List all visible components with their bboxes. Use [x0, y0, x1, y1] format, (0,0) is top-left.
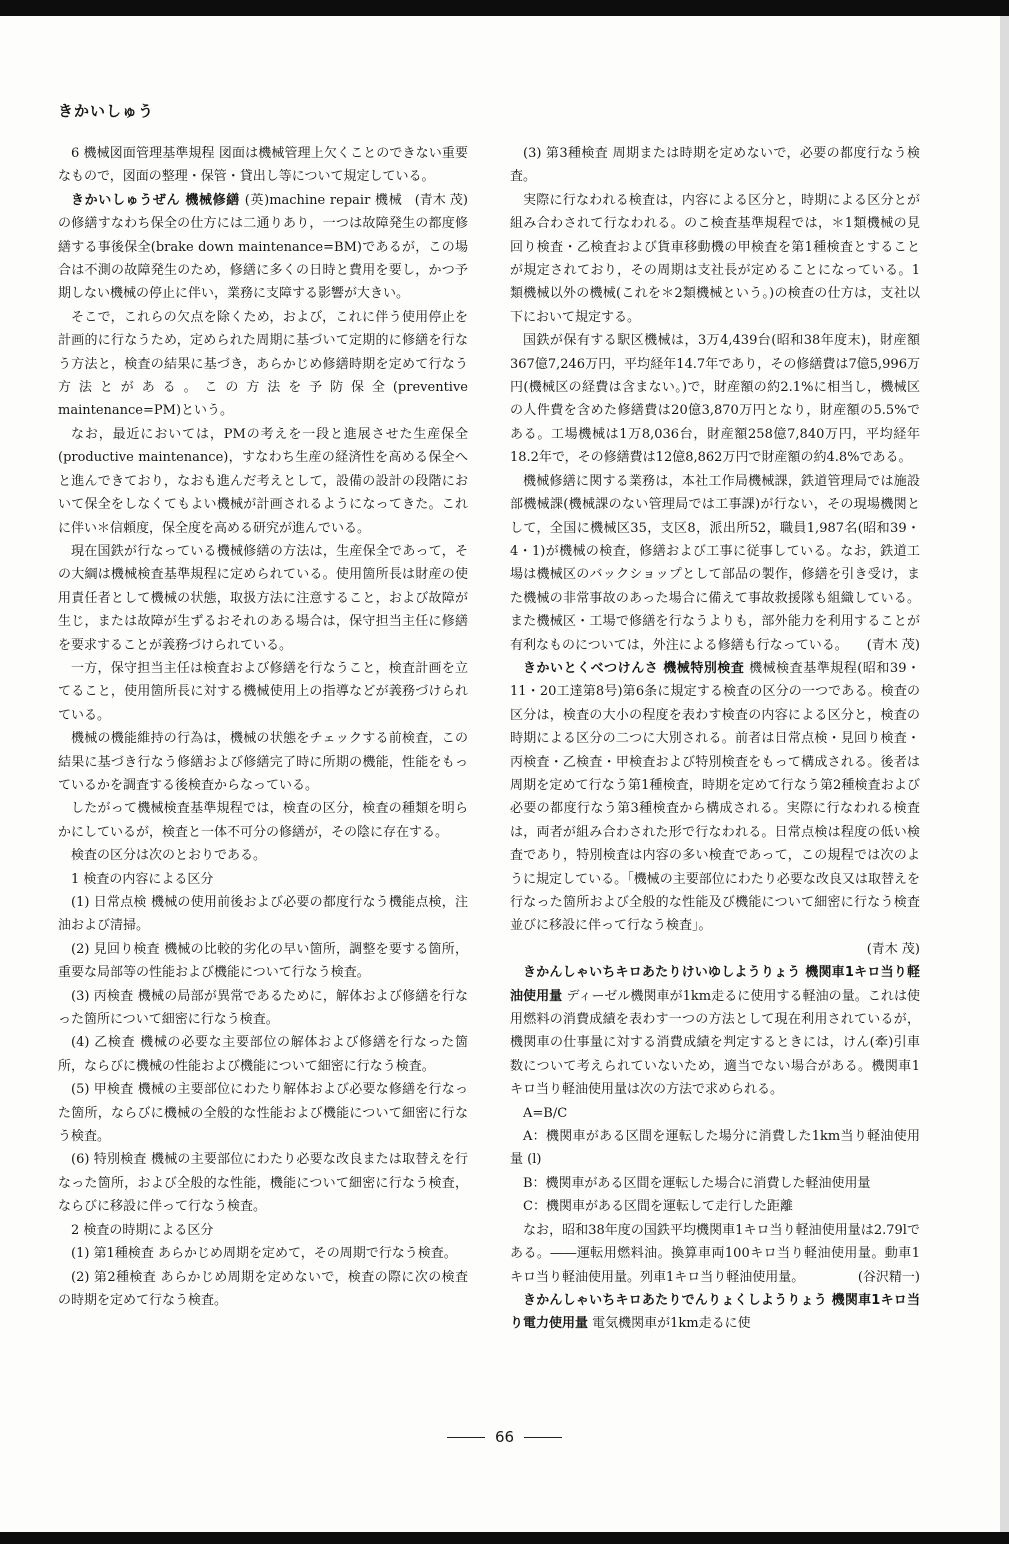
paragraph-text: (1) 日常点検 機械の使用前後および必要の都度行なう機能点検，注油および清掃。 [58, 895, 468, 934]
paragraph-text: 実際に行なわれる検査は，内容による区分と，時期による区分とが組み合わされて行なわれる。のこ検査基準規程では，＊1類機械の見回り検査・乙検査および貨車移動機の甲検査を第1種検査とすることが規定されており，その周期は支社長が定めることになっている。1類機械以外の機械(これを＊2類機械という。)の検査の仕方は，支社以下において規定する。 [510, 192, 920, 325]
entry-headword: きかんしゃいちキロあたりけいゆしようりょう 機関車1キロ当り軽油使用量 [510, 965, 920, 1004]
paragraph-text: 検査の区分は次のとおりである。 [71, 848, 267, 864]
paragraph-text: ディーゼル機関車が1km走るに使用する軽油の量。これは使用燃料の消費成績を表わす一つの方法として現在利用されているが，機関車の仕事量に対する消費成績を判定するときには，けん(牽)引車数について考えられていないため，適当でない場合がある。機関車1キロ当り軽油使用量は次の方法で求められる。 [510, 988, 920, 1098]
paragraph [58, 1078, 468, 1148]
page-number-dash-left [447, 1437, 485, 1438]
paragraph [510, 1219, 920, 1289]
paragraph [510, 1289, 920, 1336]
paragraph-text: 機械検査基準規程(昭和39・11・20工達第8号)第6条に規定する検査の区分の一つである。検査の区分は，検査の大小の程度を表わす検査の内容による区分と，検査の時期による区分の二つに大別される。前者は日常点検・見回り検査・丙検査・乙検査・甲検査および特別検査をもって構成される。後者は周期を定めて行なう第1種検査，時期を定めて行なう第2種検査および必要の都度行なう第3種検査から構成される。実際に行なわれる検査は，両者が組み合わされた形で行なわれる。日常点検は程度の低い検査であり，特別検査は内容の多い検査であって，この規程では次のように規定している。「機械の主要部位にわたり必要な改良又は取替えを行なった箇所および全般的な性能及び機能について細密に行なう検査並びに移設に伴って行なう検査」。 [510, 660, 920, 934]
paragraph-text: 機械修繕に関する業務は，本社工作局機械課，鉄道管理局では施設部機械課(機械課のない管理局では工事課)が行ない，その現場機関として，全国に機械区35，支区8，派出所52，職員1,987名(昭和39・4・1)が機械の検査，修繕および工事に従事している。なお，鉄道工場は機械区のバックショップとして部品の製作，修繕を引き受け，また機械の非常事故のあった場合に備えて事故救援隊も組織している。また機械区・工場で修繕を行なうよりも，部外能力を利用することが有利なものについては，外注による修繕も行なっている。 [510, 473, 920, 653]
page-number [0, 1428, 1009, 1446]
paragraph-text: (英)machine repair 機械の修繕すなわち保全の仕方には二通りあり，一つは故障発生の都度修繕する事後保全(brake down maintenance=BM)であるが，この場合は不測の故障発生のため，修繕に多くの日時と費用を要し，かつ予期しない機械の停止に伴い，業務に支障する影響が大きい。 [58, 192, 468, 302]
paragraph-text: (3) 第3種検査 周期または時期を定めないで，必要の都度行なう検査。 [510, 146, 920, 185]
paragraph-text: 2 検査の時期による区分 [71, 1222, 214, 1238]
formula: A=B/C [523, 1105, 568, 1121]
paragraph [58, 1031, 468, 1078]
paragraph-text: B：機関車がある区間を運転した場合に消費した軽油使用量 [523, 1175, 871, 1191]
paragraph [58, 540, 468, 657]
paragraph-text: C：機関車がある区間を運転して走行した距離 [523, 1199, 793, 1215]
paragraph [58, 985, 468, 1032]
entry-headword: きかんしゃいちキロあたりでんりょくしようりょう 機関車1キロ当り電力使用量 [510, 1292, 920, 1332]
paragraph [58, 657, 468, 727]
bottom-border [0, 1532, 1009, 1544]
paragraph [510, 1195, 920, 1218]
page-number-text: 66 [494, 1428, 515, 1446]
paragraph-text: (1) 第1種検査 あらかじめ周期を定めて，その周期で行なう検査。 [71, 1246, 457, 1262]
author-credit: (谷沢精一) [857, 1269, 920, 1285]
paragraph-text: したがって機械検査基準規程では，検査の区分，検査の種類を明らかにしているが，検査と一体不可分の修繕が，その陰に存在する。 [58, 801, 468, 840]
paragraph [58, 1242, 468, 1265]
paragraph [58, 1148, 468, 1218]
paragraph [510, 329, 920, 469]
paragraph-text: 1 検査の内容による区分 [71, 871, 214, 887]
paragraph [510, 657, 920, 938]
paragraph [510, 470, 920, 657]
author-credit: (青木 茂) [866, 941, 920, 957]
paragraph-text: 一方，保守担当主任は検査および修繕を行なうこと，検査計画を立てること，使用箇所長に対する機械使用上の指導などが義務づけられている。 [58, 660, 468, 723]
paragraph-text: (5) 甲検査 機械の主要部位にわたり解体および必要な修繕を行なった箇所，ならびに機械の全般的な性能および機能について細密に行なう検査。 [58, 1082, 468, 1145]
author-credit: (青木 茂) [414, 192, 468, 208]
paragraph-text: 機械の機能維持の行為は，機械の状態をチェックする前検査，この結果に基づき行なう修繕および修繕完了時に所期の機能，性能をもっているかを調査する後検査からなっている。 [58, 731, 468, 793]
paragraph [510, 1125, 920, 1172]
paragraph [58, 797, 468, 844]
paragraph [58, 891, 468, 938]
paragraph-text: A：機関車がある区間を運転した場分に消費した1km当り軽油使用量 (l) [510, 1129, 920, 1168]
paragraph-text: なお，最近においては，PMの考えを一段と進展させた生産保全(productive maintenance)，すなわち生産の経済性を高める保全へと進んできており，なおも進んだ考えとして，設備の設計の段階において保全をしなくてもよい機械が計画されるようになってきた。これに伴い＊信頼度，保全度を高める研究が進んでいる。 [58, 426, 468, 536]
paragraph-text: (2) 第2種検査 あらかじめ周期を定めないで，検査の際に次の検査の時期を定めて行なう検査。 [58, 1269, 468, 1308]
page-number-dash-right [524, 1437, 562, 1438]
author-credit: (青木 茂) [866, 637, 920, 653]
paragraph [58, 868, 468, 891]
paragraph [58, 844, 468, 867]
paragraph [58, 306, 468, 423]
paragraph-text: (6) 特別検査 機械の主要部位にわたり必要な改良または取替えを行なった箇所，および全般的な性能，機能について細密に行なう検査，ならびに移設に伴って行なう検査。 [58, 1152, 468, 1215]
running-header: きかいしゅう [58, 102, 155, 120]
paragraph [510, 189, 920, 329]
paragraph-text: 現在国鉄が行なっている機械修繕の方法は，生産保全であって，その大綱は機械検査基準規程に定められている。使用箇所長は財産の使用責任者として機械の状態，取扱方法に注意すること，および故障が生じ，または故障が生ずるおそれのある場合は，保守担当主任に修繕を要求することが義務づけられている。 [58, 543, 468, 653]
scan-edge [1000, 16, 1009, 1532]
paragraph [510, 961, 920, 1101]
paragraph-text: 6 機械図面管理基準規程 図面は機械管理上欠くことのできない重要なもので，図面の整理・保管・貸出し等について規定している。 [58, 146, 468, 185]
paragraph [58, 1219, 468, 1242]
paragraph-text: そこで，これらの欠点を除くため，および，これに伴う使用停止を計画的に行なうため，定められた周期に基づいて定期的に修繕を行なう方法と，検査の結果に基づき，あらかじめ修繕時期を定めて行なう方法とがある。この方法を予防保全(preventive maintenance=PM)という。 [58, 309, 468, 419]
paragraph-text: 国鉄が保有する駅区機械は，3万4,439台(昭和38年度末)，財産額367億7,246万円，平均経年14.7年であり，その修繕費は7億5,996万円(機械区の経費は含まない。)で，財産額の約2.1%に相当し，機械区の人件費を含めた修繕費は20億3,870万円となり，財産額の5.5%である。工場機械は1万8,036台，財産額258億7,840万円，平均経年18.2年で，その修繕費は12億8,862万円で財産額の約4.8%である。 [510, 333, 920, 466]
paragraph [510, 1172, 920, 1195]
paragraph [510, 938, 920, 961]
top-border [0, 0, 1009, 16]
paragraph-text: (3) 丙検査 機械の局部が異常であるために，解体および修繕を行なった箇所について細密に行なう検査。 [58, 988, 468, 1028]
entry-headword: きかいしゅうぜん 機械修繕 [71, 192, 240, 208]
paragraph-text: (4) 乙検査 機械の必要な主要部位の解体および修繕を行なった箇所，ならびに機械の性能および機能について細密に行なう検査。 [58, 1035, 468, 1074]
left-column [58, 142, 468, 1312]
right-column [510, 142, 920, 1336]
paragraph [58, 727, 468, 797]
paragraph-text: なお，昭和38年度の国鉄平均機関車1キロ当り軽油使用量は2.79lである。――運転用燃料油。換算車両100キロ当り軽油使用量。動車1キロ当り軽油使用量。列車1キロ当り軽油使用量。 [510, 1222, 920, 1285]
paragraph [510, 1102, 920, 1125]
paragraph [58, 938, 468, 985]
paragraph [58, 423, 468, 540]
paragraph-text: (2) 見回り検査 機械の比較的劣化の早い箇所，調整を要する箇所，重要な局部等の性能および機能について行なう検査。 [58, 941, 468, 981]
paragraph [510, 142, 920, 189]
paragraph [58, 1266, 468, 1313]
entry-headword: きかいとくべつけんさ 機械特別検査 [523, 660, 745, 676]
paragraph-text: 電気機関車が1km走るに使 [592, 1316, 751, 1332]
